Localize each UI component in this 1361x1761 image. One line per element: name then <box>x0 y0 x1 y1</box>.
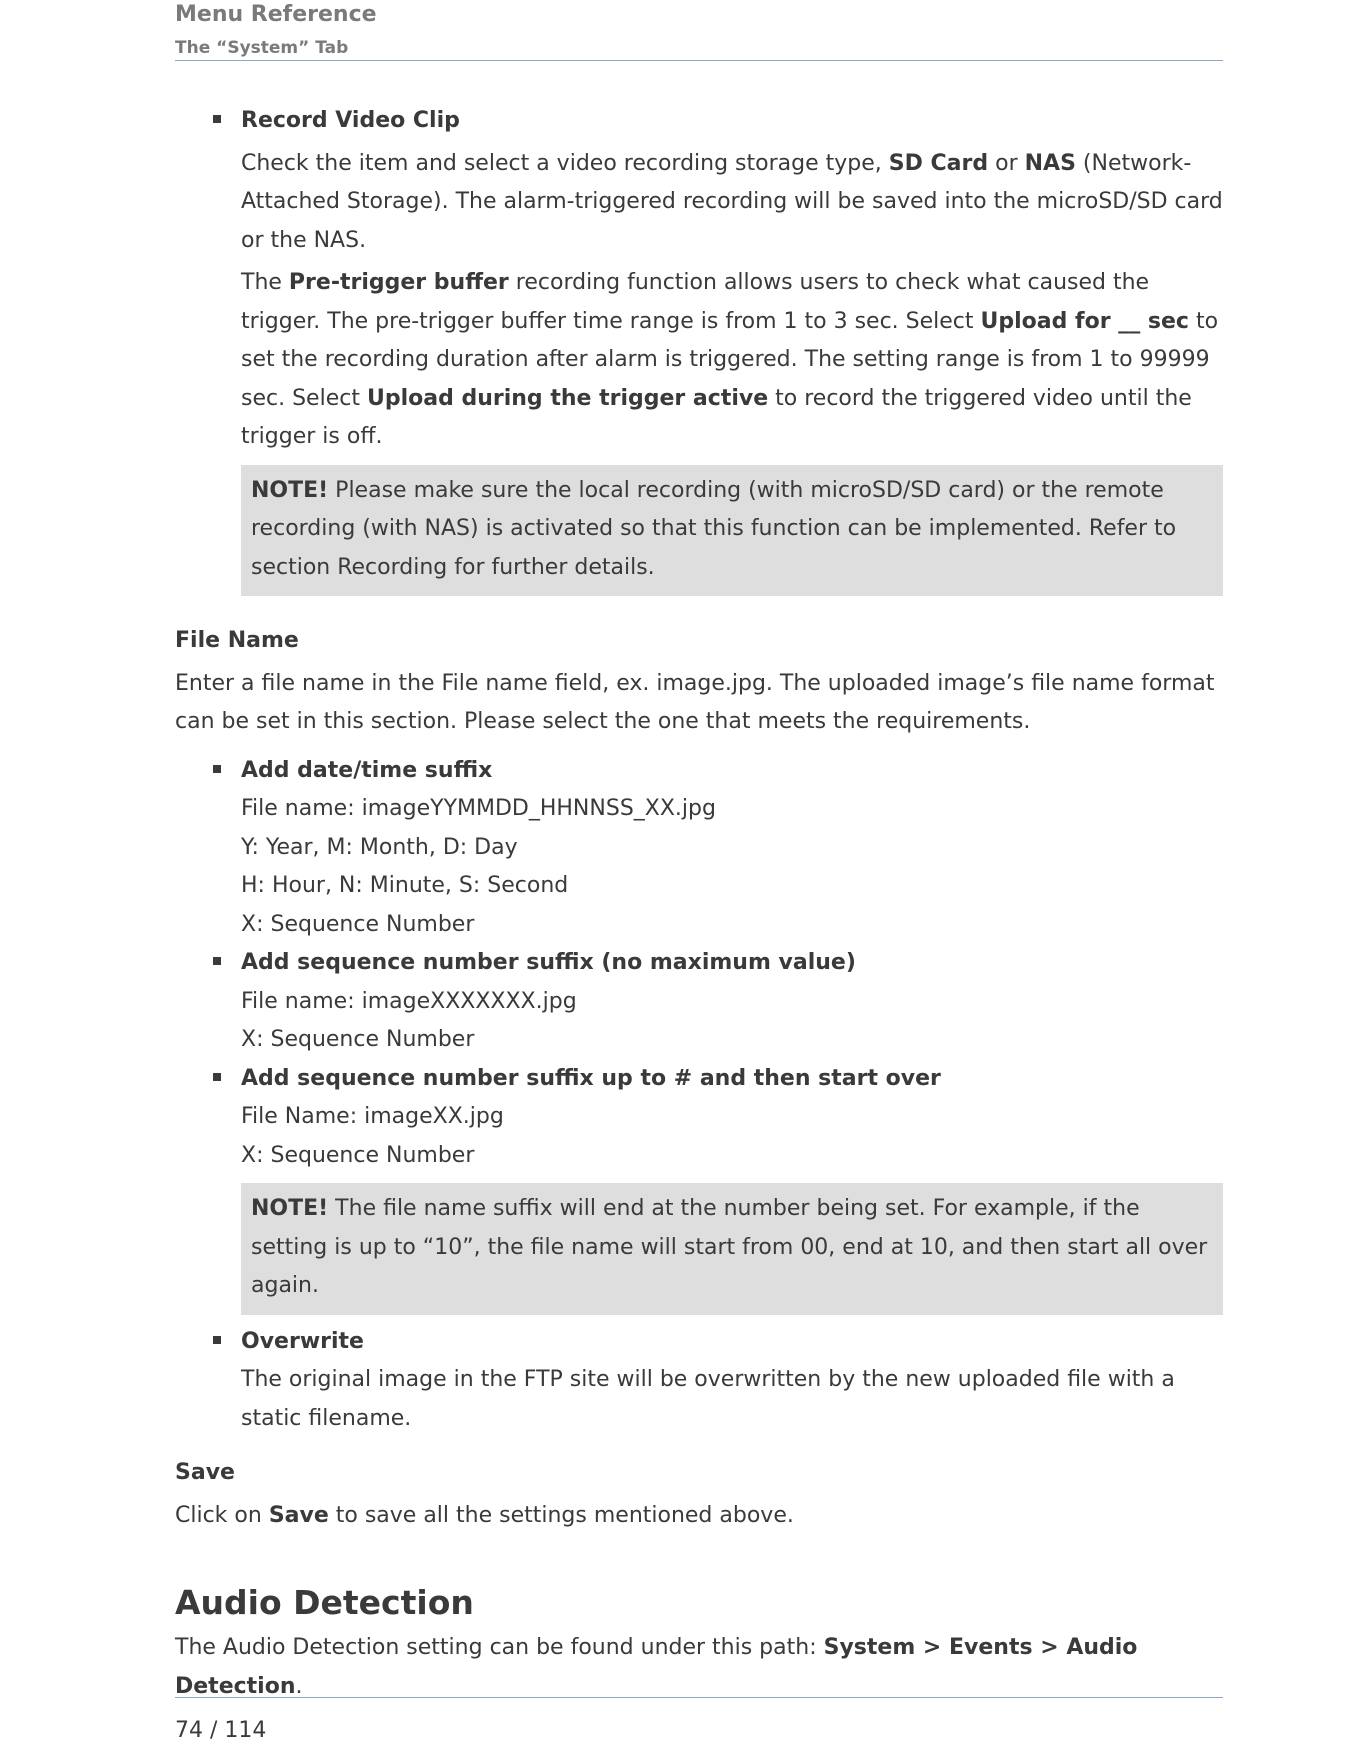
save-heading: Save <box>175 1460 235 1485</box>
seq-up-to-line: File Name: imageXX.jpg <box>241 1104 504 1129</box>
record-video-clip-heading: Record Video Clip <box>241 108 460 133</box>
bullet-square-icon <box>213 765 221 773</box>
page-content <box>175 102 1223 1706</box>
overwrite-heading: Overwrite <box>241 1328 364 1354</box>
note-box-recording <box>241 465 1223 597</box>
date-time-line: Y: Year, M: Month, D: Day <box>241 834 518 860</box>
seq-up-to-item <box>175 1060 1223 1176</box>
date-time-line: File name: imageYYMMDD_HHNNSS_XX.jpg <box>241 796 716 821</box>
seq-no-max-line: X: Sequence Number <box>241 1027 475 1052</box>
seq-no-max-heading: Add sequence number suffix (no maximum value) <box>241 950 856 975</box>
bullet-square-icon <box>213 957 221 965</box>
seq-up-to-line: X: Sequence Number <box>241 1142 475 1168</box>
file-name-heading: File Name <box>175 628 299 653</box>
seq-no-max-item <box>175 944 1223 1060</box>
overwrite-item <box>175 1323 1223 1439</box>
date-time-line: H: Hour, N: Minute, S: Second <box>241 873 569 898</box>
footer-rule <box>175 1697 1223 1698</box>
audio-detection-heading: Audio Detection <box>175 1583 474 1622</box>
header-title: Menu Reference <box>175 2 377 27</box>
date-time-line: X: Sequence Number <box>241 911 475 937</box>
note-text: Please make sure the local recording (with microSD/SD card) or the remote recording (with NAS) is activated so that this function can be implemented. Refer to section Recording for further details. <box>251 477 1177 580</box>
note-text: The file name suffix will end at the number being set. For example, if the setting is up to “10”, the file name will start from 00, end at 10, and then start all over again. <box>251 1196 1208 1298</box>
bullet-square-icon <box>213 115 221 123</box>
page-number: 74 / 114 <box>175 1718 267 1743</box>
date-time-suffix-heading: Add date/time suffix <box>241 757 493 783</box>
date-time-suffix-item <box>175 752 1223 945</box>
header-subtitle: The “System” Tab <box>175 38 349 58</box>
seq-up-to-heading: Add sequence number suffix up to # and then start over <box>241 1065 941 1091</box>
record-video-clip-section <box>175 102 1223 457</box>
audio-detection-text: The Audio Detection setting can be found under this path: System > Events > Audio Detection. <box>175 1635 1138 1699</box>
overwrite-text: The original image in the FTP site will be overwritten by the new uploaded file with a static filename. <box>241 1367 1175 1431</box>
seq-no-max-line: File name: imageXXXXXXX.jpg <box>241 988 577 1014</box>
record-video-clip-paragraph-2: The Pre-trigger buffer recording function allows users to check what caused the trigger. The pre-trigger buffer time range is from 1 to 3 sec. Select Upload for __ sec to set the recording duration after alarm is triggered. The setting range is from 1 to 99999 sec. Select Upload during the trigger active to record the triggered video until the trigger is off. <box>241 270 1219 449</box>
header-rule <box>175 60 1223 61</box>
note-label: NOTE! <box>251 477 329 503</box>
note-box-suffix <box>241 1183 1223 1315</box>
save-text: Click on Save to save all the settings mentioned above. <box>175 1502 794 1528</box>
bullet-square-icon <box>213 1073 221 1081</box>
note-label: NOTE! <box>251 1196 329 1221</box>
record-video-clip-paragraph-1: Check the item and select a video recording storage type, SD Card or NAS (Network-Attached Storage). The alarm-triggered recording will be saved into the microSD/SD card or the NAS. <box>241 150 1223 253</box>
file-name-intro: Enter a file name in the File name field, ex. image.jpg. The uploaded image’s file name format can be set in this section. Please select the one that meets the requirements. <box>175 670 1215 734</box>
bullet-square-icon <box>213 1336 221 1344</box>
